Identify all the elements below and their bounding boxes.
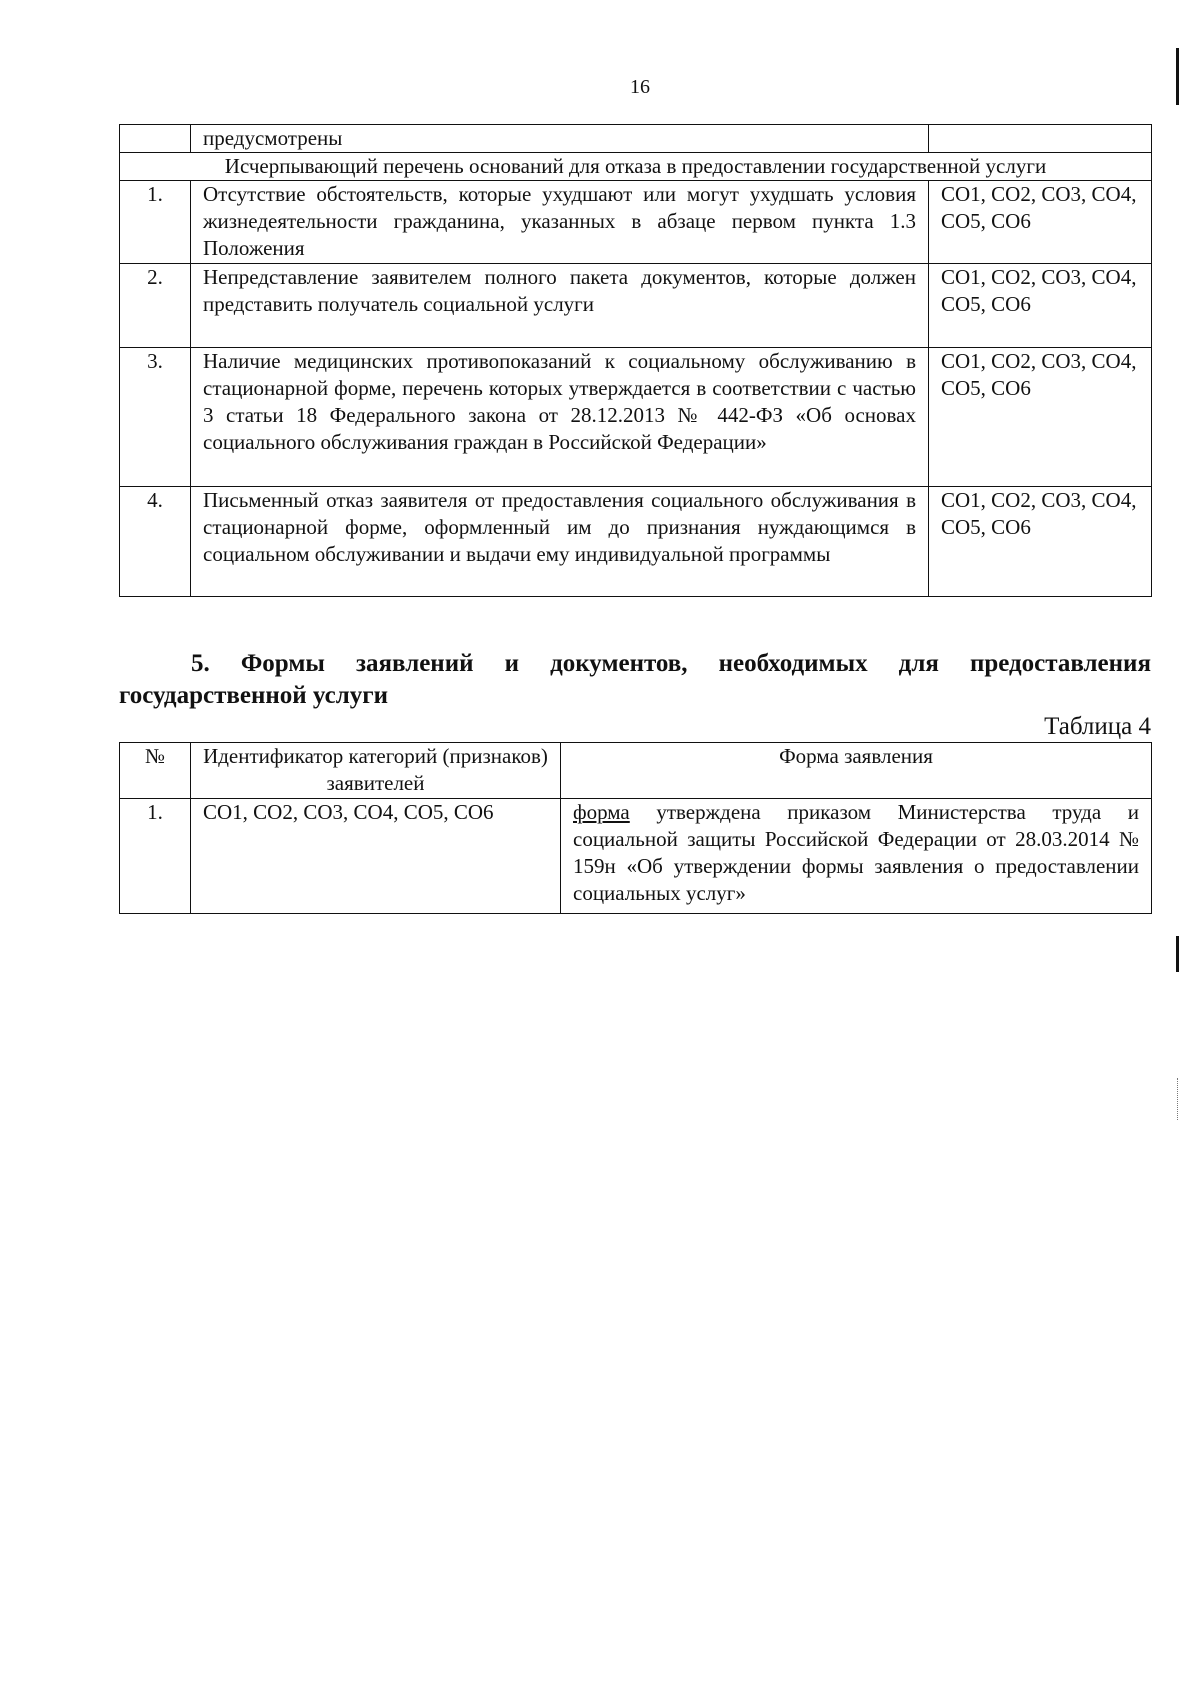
table-cell-num (120, 125, 191, 153)
row-number: 1. (120, 181, 191, 264)
row-number: 4. (120, 487, 191, 597)
form-link[interactable]: форма (573, 800, 630, 824)
header-number: № (120, 743, 191, 799)
header-form: Форма заявления (561, 743, 1152, 799)
refusal-reasons-table (119, 124, 1152, 597)
section-heading-line1: 5. Формы заявлений и документов, необходимых для предоставления (191, 650, 1151, 677)
section-heading-line2: государственной услуги (119, 682, 389, 709)
category-codes: CO1, CO2, CO3, CO4, CO5, CO6 (929, 487, 1152, 597)
reason-text: Отсутствие обстоятельств, которые ухудшают или могут ухудшать условия жизнедеятельности гражданина, указанных в абзаце первом пункта 1.3 Положения (191, 181, 929, 264)
category-codes: CO1, CO2, CO3, CO4, CO5, CO6 (929, 348, 1152, 487)
table-row (120, 181, 1152, 264)
row-number: 1. (120, 799, 191, 914)
form-description (561, 799, 1152, 914)
section-title: Исчерпывающий перечень оснований для отказа в предоставлении государственной услуги (120, 153, 1152, 181)
table-row (120, 799, 1152, 914)
scan-edge-mark-top (1176, 48, 1179, 105)
page-number: 16 (630, 76, 650, 98)
table-row (120, 348, 1152, 487)
reason-text: Непредставление заявителем полного пакета документов, которые должен представить получатель социальной услуги (191, 264, 929, 348)
table-row (120, 264, 1152, 348)
header-category-id: Идентификатор категорий (признаков) заявителей (191, 743, 561, 799)
reason-text: Наличие медицинских противопоказаний к социальному обслуживанию в стационарной форме, перечень которых утверждается в соответствии с частью 3 статьи 18 Федерального закона от 28.12.2013 № 442-ФЗ «Об основах социального обслуживания граждан в Российской Федерации» (191, 348, 929, 487)
application-forms-table (119, 742, 1152, 914)
table-header-row (120, 743, 1152, 799)
table-caption: Таблица 4 (1044, 713, 1151, 740)
table-row (120, 487, 1152, 597)
scan-edge-dots (1177, 1078, 1179, 1120)
row-number: 3. (120, 348, 191, 487)
table-cell-codes (929, 125, 1152, 153)
table-cell-text: предусмотрены (191, 125, 929, 153)
row-number: 2. (120, 264, 191, 348)
scan-edge-mark-middle (1176, 936, 1179, 972)
form-description-text: утверждена приказом Министерства труда и социальной защиты Российской Федерации от 28.03.2014 № 159н «Об утверждении формы заявления о предоставлении социальных услуг» (573, 800, 1139, 905)
category-codes: CO1, CO2, CO3, CO4, CO5, CO6 (929, 264, 1152, 348)
category-codes: CO1, CO2, CO3, CO4, CO5, CO6 (929, 181, 1152, 264)
category-codes: CO1, CO2, CO3, CO4, CO5, CO6 (191, 799, 561, 914)
reason-text: Письменный отказ заявителя от предоставления социального обслуживания в стационарной форме, оформленный им до признания нуждающимся в социальном обслуживании и выдачи ему индивидуальной программы (191, 487, 929, 597)
section-title-row (120, 153, 1152, 181)
table-row (120, 125, 1152, 153)
section-heading (119, 648, 1151, 712)
